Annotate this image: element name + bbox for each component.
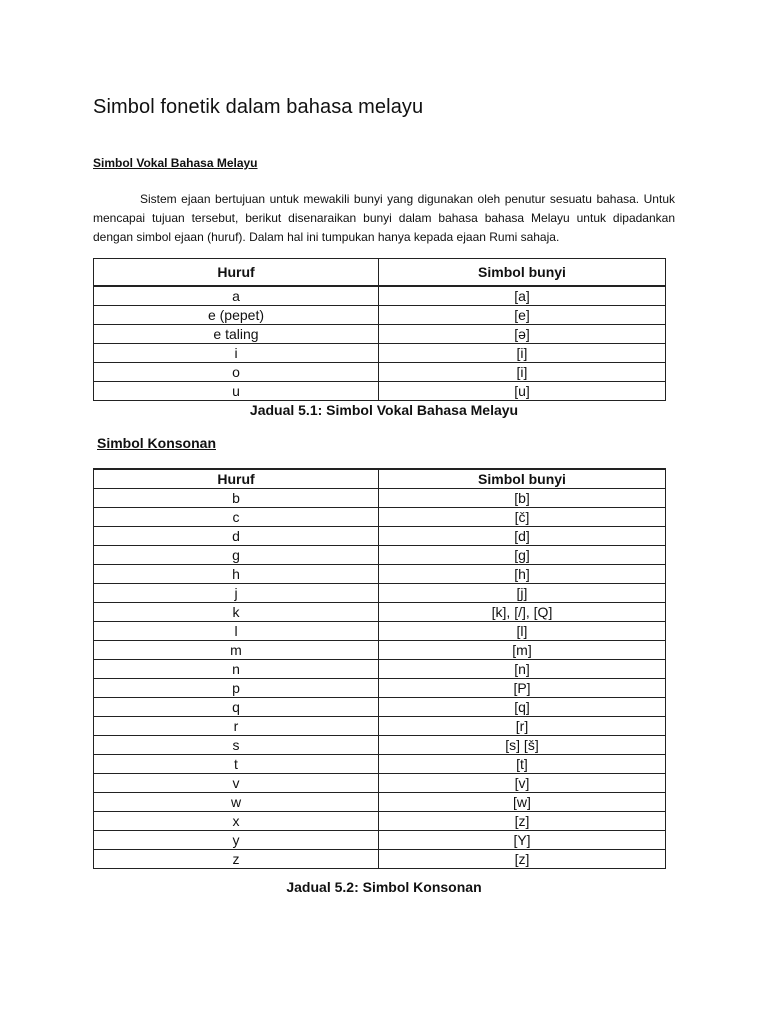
simbol-bunyi-cell: [u]	[379, 382, 666, 401]
table-row	[94, 584, 666, 603]
simbol-bunyi-cell: [e]	[379, 306, 666, 325]
huruf-cell: k	[94, 603, 379, 622]
huruf-cell: v	[94, 774, 379, 793]
simbol-bunyi-cell: [b]	[379, 489, 666, 508]
huruf-cell: t	[94, 755, 379, 774]
simbol-bunyi-cell: [z]	[379, 812, 666, 831]
table-row	[94, 660, 666, 679]
table-row	[94, 546, 666, 565]
table-header-row	[94, 469, 666, 489]
section-heading-konsonan: Simbol Konsonan	[97, 435, 216, 451]
huruf-cell: i	[94, 344, 379, 363]
simbol-bunyi-cell: [v]	[379, 774, 666, 793]
huruf-cell: y	[94, 831, 379, 850]
table-row	[94, 679, 666, 698]
simbol-bunyi-cell: [P]	[379, 679, 666, 698]
simbol-bunyi-cell: [r]	[379, 717, 666, 736]
consonant-table	[93, 468, 666, 869]
table-row	[94, 698, 666, 717]
simbol-bunyi-cell: [l]	[379, 622, 666, 641]
huruf-cell: c	[94, 508, 379, 527]
huruf-cell: x	[94, 812, 379, 831]
table-row	[94, 508, 666, 527]
simbol-bunyi-cell: [k], [/], [Q]	[379, 603, 666, 622]
intro-paragraph: Sistem ejaan bertujuan untuk mewakili bunyi yang digunakan oleh penutur sesuatu bahasa. Untuk mencapai tujuan tersebut, berikut disenaraikan bunyi dalam bahasa bahasa Melayu untuk dipadankan dengan simbol ejaan (huruf). Dalam hal ini tumpukan hanya kepada ejaan Rumi sahaja.	[93, 192, 675, 244]
simbol-bunyi-cell: [n]	[379, 660, 666, 679]
huruf-cell: d	[94, 527, 379, 546]
section-heading-vokal: Simbol Vokal Bahasa Melayu	[93, 156, 258, 170]
table-row	[94, 641, 666, 660]
table-row	[94, 793, 666, 812]
simbol-bunyi-cell: [č]	[379, 508, 666, 527]
huruf-cell: n	[94, 660, 379, 679]
huruf-cell: g	[94, 546, 379, 565]
vowel-table-body	[94, 286, 666, 401]
huruf-cell: h	[94, 565, 379, 584]
table-row	[94, 286, 666, 306]
simbol-bunyi-cell: [Y]	[379, 831, 666, 850]
table-caption-konsonan: Jadual 5.2: Simbol Konsonan	[286, 879, 482, 895]
simbol-bunyi-cell: [q]	[379, 698, 666, 717]
column-header-simbol-bunyi: Simbol bunyi	[379, 259, 666, 287]
huruf-cell: w	[94, 793, 379, 812]
simbol-bunyi-cell: [z]	[379, 850, 666, 869]
huruf-cell: a	[94, 286, 379, 306]
table-row	[94, 774, 666, 793]
table-row	[94, 812, 666, 831]
column-header-simbol-bunyi: Simbol bunyi	[379, 469, 666, 489]
table-row	[94, 306, 666, 325]
table-row	[94, 831, 666, 850]
table-row	[94, 565, 666, 584]
simbol-bunyi-cell: [ə]	[379, 325, 666, 344]
huruf-cell: o	[94, 363, 379, 382]
table-row	[94, 489, 666, 508]
simbol-bunyi-cell: [h]	[379, 565, 666, 584]
table-row	[94, 603, 666, 622]
huruf-cell: s	[94, 736, 379, 755]
huruf-cell: j	[94, 584, 379, 603]
consonant-table-body	[94, 489, 666, 869]
huruf-cell: e taling	[94, 325, 379, 344]
table-row	[94, 363, 666, 382]
table-row	[94, 717, 666, 736]
huruf-cell: l	[94, 622, 379, 641]
simbol-bunyi-cell: [i]	[379, 363, 666, 382]
simbol-bunyi-cell: [w]	[379, 793, 666, 812]
huruf-cell: q	[94, 698, 379, 717]
table-row	[94, 325, 666, 344]
column-header-huruf: Huruf	[94, 469, 379, 489]
simbol-bunyi-cell: [m]	[379, 641, 666, 660]
table-row	[94, 755, 666, 774]
table-row	[94, 382, 666, 401]
huruf-cell: r	[94, 717, 379, 736]
huruf-cell: u	[94, 382, 379, 401]
simbol-bunyi-cell: [t]	[379, 755, 666, 774]
table-row	[94, 850, 666, 869]
huruf-cell: m	[94, 641, 379, 660]
simbol-bunyi-cell: [s] [š]	[379, 736, 666, 755]
table-row	[94, 344, 666, 363]
table-row	[94, 527, 666, 546]
table-header-row	[94, 259, 666, 287]
simbol-bunyi-cell: [j]	[379, 584, 666, 603]
table-row	[94, 736, 666, 755]
table-row	[94, 622, 666, 641]
huruf-cell: b	[94, 489, 379, 508]
huruf-cell: e (pepet)	[94, 306, 379, 325]
simbol-bunyi-cell: [g]	[379, 546, 666, 565]
simbol-bunyi-cell: [i]	[379, 344, 666, 363]
simbol-bunyi-cell: [d]	[379, 527, 666, 546]
table-caption-vokal: Jadual 5.1: Simbol Vokal Bahasa Melayu	[249, 402, 519, 418]
simbol-bunyi-cell: [a]	[379, 286, 666, 306]
huruf-cell: p	[94, 679, 379, 698]
page-title: Simbol fonetik dalam bahasa melayu	[93, 96, 424, 118]
huruf-cell: z	[94, 850, 379, 869]
column-header-huruf: Huruf	[94, 259, 379, 287]
vowel-table	[93, 258, 666, 401]
